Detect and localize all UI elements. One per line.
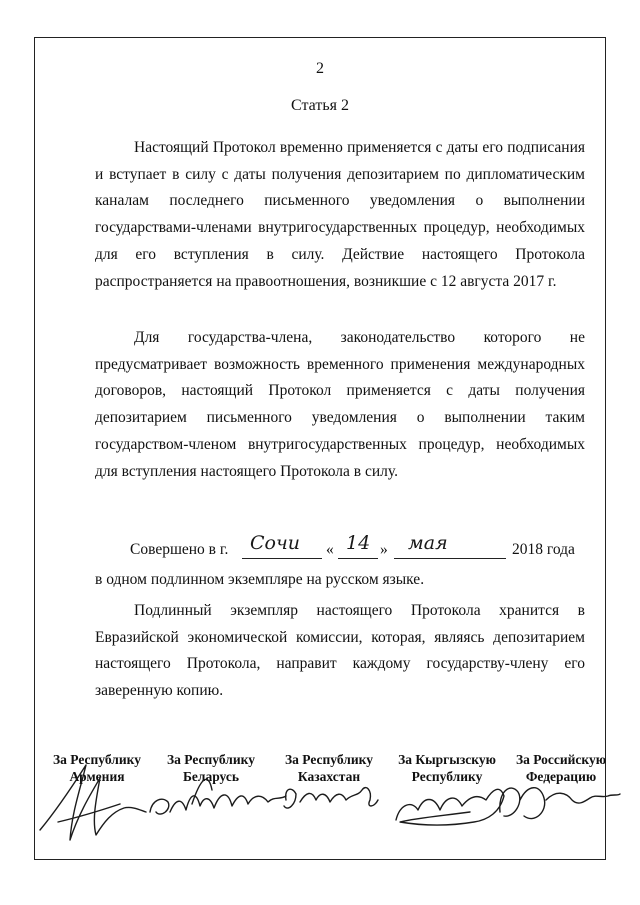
signatory-kazakhstan: За Республику Казахстан <box>285 752 373 784</box>
signatory-kyrgyzstan: За Кыргызскую Республику <box>398 752 496 784</box>
signature-belarus <box>150 779 286 814</box>
closing-paragraph: Подлинный экземпляр настоящего Протокола хранится в Евразийской экономической комиссии, которая, являясь депозитарием настоящего Протокола, направит каждому государству-члену его заверенную копию. <box>95 602 585 700</box>
paragraph-2: Для государства-члена, законодательство которого не предусматривает возможность временного применения международных договоров, настоящий Протокол применяется с даты получения депозитарием письменного уведомления о выполнении таким государством-членом внутригосударственных процедур, необходимых для вступления настоящего Протокола в силу. <box>95 329 585 480</box>
signature-kazakhstan <box>284 788 378 808</box>
signatory-armenia: За Республику Армения <box>53 752 141 784</box>
day-handwritten: 14 <box>346 532 371 554</box>
done-in-continuation: в одном подлинном экземпляре на русском языке. <box>95 571 425 588</box>
done-in-prefix: Совершено в г. <box>130 541 229 558</box>
signature-kyrgyzstan <box>396 789 504 825</box>
article-title: Статья 2 <box>291 97 349 114</box>
signature-armenia <box>40 765 146 840</box>
paragraph-1: Настоящий Протокол временно применяется с даты его подписания и вступает в силу с даты получения депозитарием по дипломатическим каналам последнего письменного уведомления о выполнении государствами-членами внутригосударственных процедур, необходимых для его вступления в силу. Действие настоящего Протокола распространяется на правоотношения, возникшие с 12 августа 2017 г. <box>95 139 585 290</box>
page-number: 2 <box>316 60 324 77</box>
year-text: 2018 года <box>512 541 575 558</box>
signature-russia <box>500 788 620 819</box>
signatory-russia: За Российскую Федерацию <box>515 752 607 784</box>
quote-close: » <box>380 541 388 558</box>
quote-open: « <box>326 541 334 558</box>
month-handwritten: мая <box>408 532 448 554</box>
city-handwritten: Сочи <box>250 532 301 554</box>
signatory-belarus: За Республику Беларусь <box>167 752 255 784</box>
